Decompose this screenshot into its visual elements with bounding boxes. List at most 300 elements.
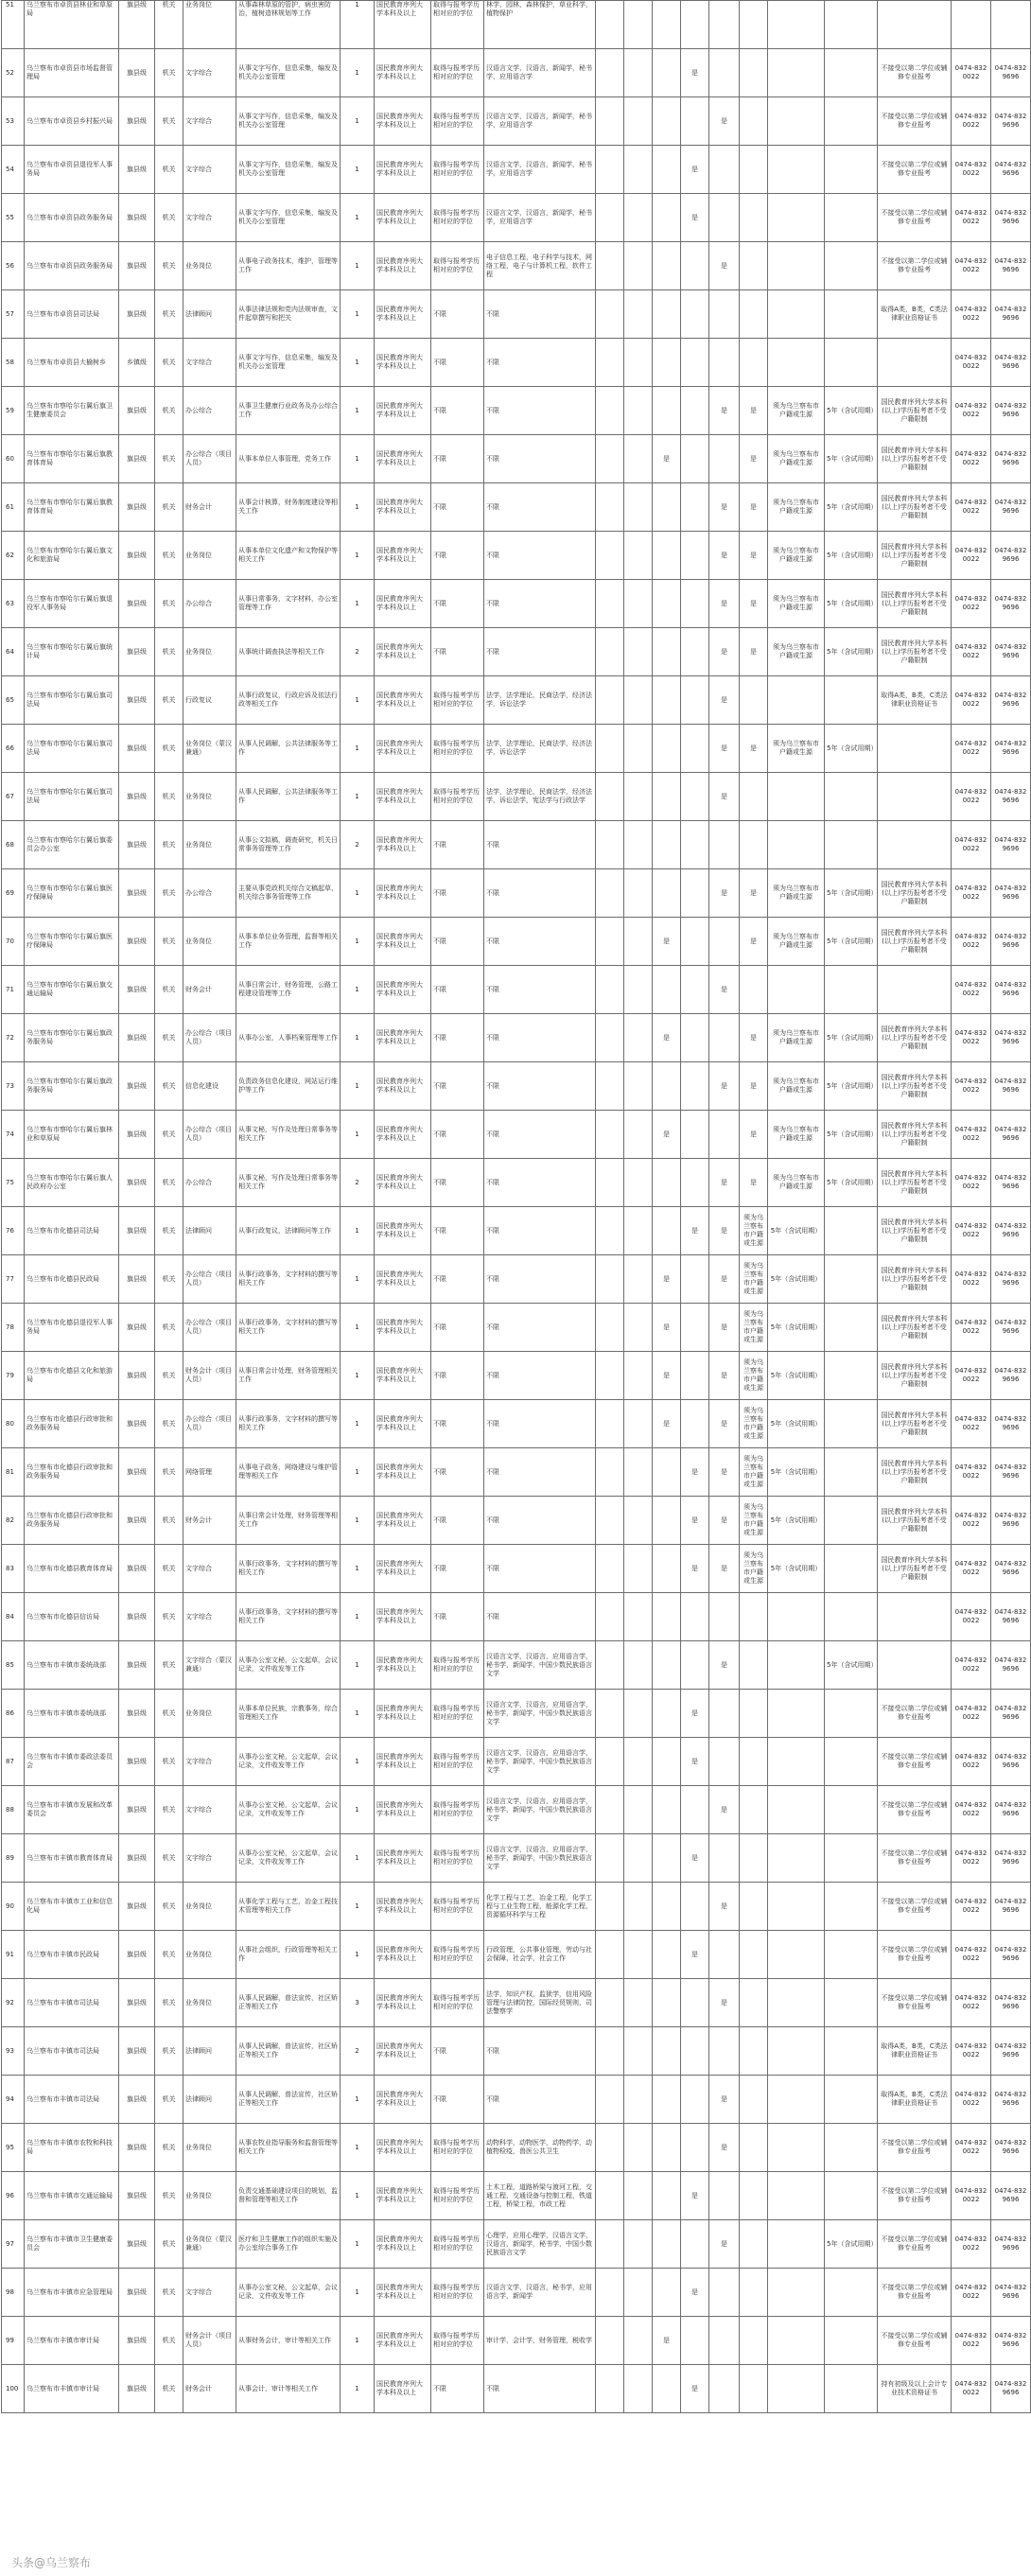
table-row [2,2220,1031,2269]
table-cell: 0474-8329696 [991,2027,1031,2076]
table-cell: 从事文秘，写作及处理日常事务等相关工作 [236,1159,341,1207]
table-cell [624,2124,653,2172]
table-row [2,1207,1031,1255]
table-cell: 机关 [155,339,183,387]
table-cell: 须为乌兰察布市户籍或生源 [740,1497,768,1545]
table-cell: 0474-8320022 [952,966,991,1014]
table-cell [624,1641,653,1690]
table-cell: 84 [2,1593,25,1641]
table-cell: 1 [341,1,375,49]
table-cell [653,1834,681,1883]
table-cell: 0474-8320022 [952,1545,991,1593]
table-cell: 业务岗位 [183,1690,236,1738]
table-cell: 机关 [155,725,183,773]
table-cell: 国民教育序列大学本科及以上 [375,966,431,1014]
table-cell: 乌兰察布市察哈尔右翼后旗司法局 [25,773,119,821]
table-cell: 1 [341,1255,375,1304]
table-cell [709,1111,740,1159]
table-cell: 汉语言文学，汉语言，秘书学，应用语言学，新闻学 [484,2269,596,2317]
table-cell [768,339,825,387]
table-cell [653,2124,681,2172]
table-cell [740,2124,768,2172]
table-cell: 0474-8320022 [952,1207,991,1255]
table-cell: 是 [709,1641,740,1690]
table-cell [596,1690,624,1738]
table-cell [825,1690,878,1738]
table-cell: 国民教育序列大学本科及以上 [375,1883,431,1931]
table-cell [768,97,825,146]
table-cell: 从事财务会计，审计等相关工作 [236,2317,341,2365]
table-cell [768,146,825,194]
table-cell: 业务岗位 [183,1,236,49]
table-cell [653,1786,681,1834]
table-cell: 旗县级 [119,1497,155,1545]
table-cell: 5年（含试用期） [825,532,878,580]
table-cell: 办公综合 [183,869,236,918]
table-cell [825,2172,878,2220]
table-cell: 乌兰察布市丰镇市教育体育局 [25,1834,119,1883]
table-cell: 汉语言文学，汉语言，应用语言学，秘书学，新闻学，中国少数民族语言文学 [484,1786,596,1834]
table-cell: 1 [341,146,375,194]
table-cell [768,2269,825,2317]
table-cell: 机关 [155,2172,183,2220]
table-cell: 1 [341,1545,375,1593]
table-cell: 国民教育序列大学本科及以上 [375,1207,431,1255]
table-cell: 乌兰察布市察哈尔右翼后旗卫生健康委员会 [25,387,119,435]
table-cell [653,869,681,918]
table-cell: 负责政务信息化建设，网站运行维护等工作 [236,1062,341,1111]
table-cell: 机关 [155,1,183,49]
table-cell: 不接受以第二学位或辅修专业报考 [878,1738,952,1786]
table-cell: 乌兰察布市化德县信访局 [25,1593,119,1641]
table-cell: 旗县级 [119,1352,155,1400]
table-cell: 2 [341,2027,375,2076]
table-cell: 从事文字写作，信息采集，编发及机关办公室管理 [236,146,341,194]
table-cell [653,2365,681,2413]
table-cell [768,242,825,290]
table-cell: 从事人民调解，普法宣传，社区矫正等相关工作 [236,2076,341,2124]
table-cell: 不限 [484,580,596,628]
table-cell: 乌兰察布市丰镇市司法局 [25,2076,119,2124]
table-cell: 取得与报考学历相对应的学位 [431,1931,484,1979]
table-cell: 机关 [155,1014,183,1062]
table-cell: 0474-8329696 [991,725,1031,773]
table-cell [653,1931,681,1979]
table-cell: 5年（含试用期） [768,1545,825,1593]
table-cell [624,1159,653,1207]
table-cell [878,1593,952,1641]
table-cell [740,2220,768,2269]
table-cell: 不接受以第二学位或辅修专业报考 [878,242,952,290]
table-cell [878,773,952,821]
table-cell: 从事文秘，写作及处理日常事务等相关工作 [236,1111,341,1159]
table-cell: 从事文字写作，信息采集，编发及机关办公室管理 [236,49,341,97]
table-cell: 法学，法学理论，民商法学，经济法学，诉讼法学 [484,725,596,773]
table-cell: 文字综合 [183,2269,236,2317]
table-cell [596,1641,624,1690]
table-cell: 不限 [484,1159,596,1207]
table-cell: 0474-8329696 [991,242,1031,290]
table-cell: 1 [341,483,375,532]
table-cell [596,242,624,290]
table-cell: 旗县级 [119,1690,155,1738]
table-cell: 国民教育序列大学本科及以上 [375,1400,431,1448]
table-cell [653,1545,681,1593]
table-cell: 0474-8320022 [952,1931,991,1979]
table-cell [596,1,624,49]
table-cell: 须为乌兰察布市户籍或生源 [768,1014,825,1062]
table-cell: 须为乌兰察布市户籍或生源 [768,1159,825,1207]
table-cell: 是 [709,1448,740,1497]
table-cell: 不限 [484,483,596,532]
table-cell [653,339,681,387]
table-cell [681,242,709,290]
table-cell: 不接受以第二学位或辅修专业报考 [878,1883,952,1931]
table-cell [596,1738,624,1786]
table-cell [653,676,681,725]
table-cell: 取得与报考学历相对应的学位 [431,146,484,194]
table-cell: 乌兰察布市卓资县乡村振兴局 [25,97,119,146]
table-cell: 0474-8329696 [991,1207,1031,1255]
table-cell: 1 [341,1497,375,1545]
table-cell: 不限 [431,1207,484,1255]
table-cell: 国民教育序列大学本科(以上)学历报考者不受户籍限制 [878,628,952,676]
table-cell: 0474-8320022 [952,387,991,435]
table-cell: 0474-8320022 [952,1593,991,1641]
table-cell: 机关 [155,773,183,821]
table-cell: 不接受以第二学位或辅修专业报考 [878,97,952,146]
table-cell: 乌兰察布市丰镇市委统战部 [25,1641,119,1690]
table-cell: 是 [740,725,768,773]
table-cell: 0474-8320022 [952,580,991,628]
table-cell [653,1448,681,1497]
table-cell: 是 [709,2124,740,2172]
table-cell: 1 [341,1738,375,1786]
table-cell: 文字综合 [183,97,236,146]
table-cell: 从事文字写作，信息采集，编发及机关办公室管理 [236,339,341,387]
table-cell: 机关 [155,2220,183,2269]
table-cell [596,339,624,387]
table-cell: 0474-8329696 [991,97,1031,146]
table-cell: 机关 [155,1304,183,1352]
table-cell [653,1883,681,1931]
table-cell: 从事森林草原的管护，病虫害防治，植树造林规划等工作 [236,1,341,49]
table-cell [653,532,681,580]
table-cell: 不限 [484,966,596,1014]
table-cell [624,146,653,194]
table-cell [681,1883,709,1931]
table-cell: 1 [341,49,375,97]
table-cell: 66 [2,725,25,773]
table-cell: 1 [341,1304,375,1352]
table-cell: 从事人民调解，普法宣传，社区矫正等相关工作 [236,1979,341,2027]
table-cell: 从事办公室文秘，公文起草，会议记录，文件收发等工作 [236,2269,341,2317]
table-cell: 1 [341,97,375,146]
table-cell [681,1255,709,1304]
table-cell: 0474-8329696 [991,2317,1031,2365]
table-cell: 机关 [155,2269,183,2317]
table-cell: 汉语言文学，汉语言，应用语言学，秘书学，新闻学，中国少数民族语言文学 [484,1690,596,1738]
table-cell: 是 [740,435,768,483]
table-row [2,2172,1031,2220]
table-cell: 持有初级及以上会计专业技术资格证书 [878,2365,952,2413]
table-cell: 0474-8320022 [952,435,991,483]
table-cell: 0474-8329696 [991,1159,1031,1207]
table-cell [681,2124,709,2172]
table-cell: 是 [653,1255,681,1304]
table-cell: 不接受以第二学位或辅修专业报考 [878,194,952,242]
table-cell: 不限 [484,1207,596,1255]
table-cell: 法律顾问 [183,2027,236,2076]
table-cell: 0474-8329696 [991,869,1031,918]
table-cell: 取得与报考学历相对应的学位 [431,1690,484,1738]
table-cell: 旗县级 [119,1834,155,1883]
table-cell [825,1786,878,1834]
table-cell: 是 [740,1014,768,1062]
table-cell [740,2027,768,2076]
table-cell: 旗县级 [119,1786,155,1834]
table-cell: 80 [2,1400,25,1448]
table-cell: 67 [2,773,25,821]
table-cell: 机关 [155,2317,183,2365]
table-cell: 0474-8320022 [952,1448,991,1497]
table-cell: 是 [709,1883,740,1931]
table-cell: 取得与报考学历相对应的学位 [431,2220,484,2269]
table-cell [768,2317,825,2365]
table-cell [825,290,878,339]
table-cell: 从事办公室文秘，公文起草，会议记录，文件收发等工作 [236,1738,341,1786]
table-cell: 0474-8320022 [952,146,991,194]
table-cell: 乌兰察布市丰镇市司法局 [25,1979,119,2027]
table-cell [768,1641,825,1690]
table-cell: 不限 [484,1545,596,1593]
table-cell: 93 [2,2027,25,2076]
table-cell: 机关 [155,1593,183,1641]
table-cell: 从事日常会计处理，财务管理等相关工作 [236,1497,341,1545]
table-cell: 主要从事党政机关综合文稿起草，机关综合事务管理等工作 [236,869,341,918]
table-cell: 国民教育序列大学本科(以上)学历报考者不受户籍限制 [878,1062,952,1111]
table-cell: 乌兰察布市丰镇市卫生健康委员会 [25,2220,119,2269]
table-cell: 5年（含试用期） [825,580,878,628]
table-cell: 旗县级 [119,773,155,821]
table-row [2,435,1031,483]
table-cell: 机关 [155,387,183,435]
table-cell: 不限 [484,387,596,435]
table-cell: 是 [681,1931,709,1979]
table-cell: 不限 [484,628,596,676]
table-cell [624,49,653,97]
table-cell: 是 [653,1352,681,1400]
table-row [2,1931,1031,1979]
table-cell [624,2365,653,2413]
table-cell [624,435,653,483]
table-cell [681,339,709,387]
table-cell: 0474-8329696 [991,1352,1031,1400]
table-cell: 取得与报考学历相对应的学位 [431,49,484,97]
table-cell [825,2027,878,2076]
table-cell: 国民教育序列大学本科及以上 [375,2365,431,2413]
table-cell: 财务会计（项目人员） [183,1352,236,1400]
table-cell: 0474-8329696 [991,1111,1031,1159]
table-cell: 从事日常会计处理，财务管理相关工作 [236,1352,341,1400]
table-cell: 旗县级 [119,387,155,435]
table-cell: 1 [341,290,375,339]
table-cell: 旗县级 [119,966,155,1014]
table-cell: 乌兰察布市化德县民政局 [25,1255,119,1304]
table-cell [653,290,681,339]
table-cell [681,821,709,869]
table-cell: 从事会计核算，财务制度建设等相关工作 [236,483,341,532]
table-cell [740,194,768,242]
table-cell [596,1400,624,1448]
table-cell [624,1690,653,1738]
table-cell [740,2269,768,2317]
table-cell: 汉语言文学，汉语言，新闻学，秘书学，应用语言学 [484,194,596,242]
table-cell [653,194,681,242]
table-cell: 0474-8329696 [991,2220,1031,2269]
table-cell [825,1545,878,1593]
table-cell: 旗县级 [119,97,155,146]
table-row [2,1111,1031,1159]
table-cell [624,725,653,773]
table-cell: 取得与报考学历相对应的学位 [431,773,484,821]
table-cell: 国民教育序列大学本科及以上 [375,483,431,532]
table-cell [624,1593,653,1641]
table-cell [768,773,825,821]
table-cell: 5年（含试用期） [825,1641,878,1690]
table-cell: 是 [681,49,709,97]
watermark: 头条@乌兰察布 [11,2556,92,2569]
table-cell: 是 [709,1255,740,1304]
table-cell: 不接受以第二学位或辅修专业报考 [878,2220,952,2269]
table-cell [624,1834,653,1883]
table-cell: 是 [740,869,768,918]
table-cell [768,2365,825,2413]
table-cell: 乌兰察布市察哈尔右翼后旗统计局 [25,628,119,676]
table-cell [681,676,709,725]
table-cell [596,1207,624,1255]
table-cell: 94 [2,2076,25,2124]
table-cell: 0474-8329696 [991,146,1031,194]
table-cell: 0474-8320022 [952,1255,991,1304]
table-cell [825,1207,878,1255]
table-cell: 是 [681,1448,709,1497]
table-cell: 文字综合 [183,1593,236,1641]
table-cell: 5年（含试用期） [825,869,878,918]
table-cell: 100 [2,2365,25,2413]
table-cell: 85 [2,1641,25,1690]
table-cell: 机关 [155,1111,183,1159]
table-cell [596,2220,624,2269]
table-cell: 53 [2,97,25,146]
table-row [2,1448,1031,1497]
table-cell [878,725,952,773]
table-cell: 取得与报考学历相对应的学位 [431,2172,484,2220]
table-cell: 74 [2,1111,25,1159]
table-cell: 旗县级 [119,532,155,580]
table-cell [624,1111,653,1159]
table-cell [624,1207,653,1255]
table-cell [653,387,681,435]
table-cell: 0474-8329696 [991,1304,1031,1352]
table-cell: 90 [2,1883,25,1931]
table-cell [653,483,681,532]
table-row [2,2269,1031,2317]
table-cell [878,821,952,869]
table-cell: 业务岗位 [183,1931,236,1979]
table-cell [768,1738,825,1786]
table-cell: 业务岗位 [183,242,236,290]
table-cell: 乌兰察布市丰镇市农牧和科技局 [25,2124,119,2172]
table-cell: 文字综合 [183,339,236,387]
table-cell: 0474-8320022 [952,1641,991,1690]
table-cell: 国民教育序列大学本科(以上)学历报考者不受户籍限制 [878,1111,952,1159]
table-cell: 78 [2,1304,25,1352]
table-cell: 国民教育序列大学本科及以上 [375,2124,431,2172]
table-cell: 乌兰察布市化德县行政审批和政务服务局 [25,1400,119,1448]
table-cell: 旗县级 [119,1400,155,1448]
table-cell: 办公综合 [183,580,236,628]
table-cell [768,49,825,97]
table-cell: 乌兰察布市丰镇市工业和信息化局 [25,1883,119,1931]
table-cell: 国民教育序列大学本科及以上 [375,1641,431,1690]
recruitment-table [1,0,1031,2413]
table-cell: 0474-8329696 [991,676,1031,725]
table-cell [681,1062,709,1111]
table-cell: 信息化建设 [183,1062,236,1111]
table-cell: 机关 [155,869,183,918]
table-cell: 1 [341,1207,375,1255]
table-cell [681,628,709,676]
table-cell [596,1304,624,1352]
table-cell: 0474-8320022 [952,918,991,966]
table-cell [740,146,768,194]
table-cell: 从事行政事务，文字材料的撰写等相关工作 [236,1304,341,1352]
table-cell: 0474-8320022 [952,1111,991,1159]
table-cell: 机关 [155,580,183,628]
table-cell: 旗县级 [119,869,155,918]
table-cell: 0474-8320022 [952,2124,991,2172]
table-cell: 是 [709,725,740,773]
table-cell: 机关 [155,435,183,483]
table-cell: 行政复议 [183,676,236,725]
table-cell: 须为乌兰察布市户籍或生源 [768,580,825,628]
table-cell: 1 [341,339,375,387]
table-row [2,918,1031,966]
table-cell [653,580,681,628]
table-cell [825,676,878,725]
table-cell: 0474-8329696 [991,2269,1031,2317]
table-cell: 旗县级 [119,676,155,725]
table-cell [709,2027,740,2076]
table-cell: 国民教育序列大学本科及以上 [375,242,431,290]
table-cell: 1 [341,194,375,242]
table-cell: 是 [653,918,681,966]
table-cell: 办公综合 [183,387,236,435]
table-cell: 乌兰察布市化德县行政审批和政务服务局 [25,1497,119,1545]
table-cell: 须为乌兰察布市户籍或生源 [768,483,825,532]
table-cell [681,1641,709,1690]
table-cell: 0474-8320022 [952,628,991,676]
table-cell: 不限 [484,435,596,483]
table-cell: 汉语言文学，汉语言，应用语言学，秘书学，新闻学，中国少数民族语言文学 [484,1641,596,1690]
table-cell: 机关 [155,676,183,725]
table-cell: 51 [2,1,25,49]
table-cell [825,2365,878,2413]
table-cell [653,1641,681,1690]
table-cell: 旗县级 [119,1593,155,1641]
table-cell: 从事办公室文秘，公文起草，会议记录，文件收发等工作 [236,1786,341,1834]
